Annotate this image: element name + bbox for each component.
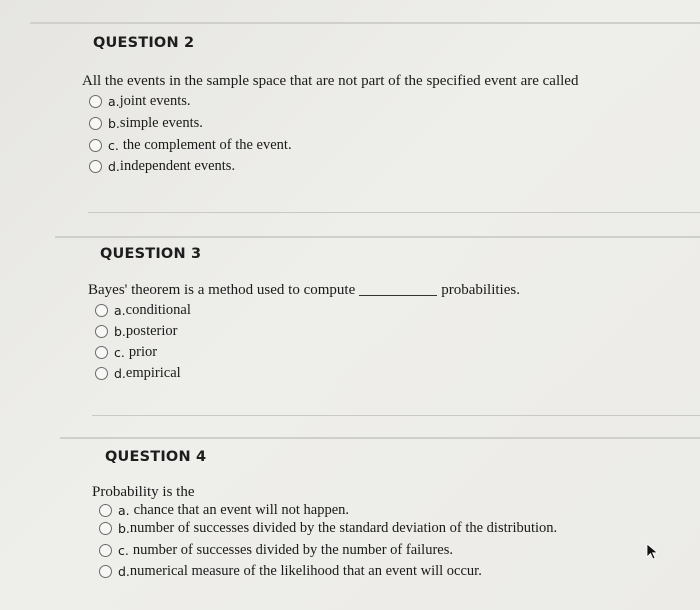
option-text: prior — [128, 344, 158, 360]
question-3-option-d[interactable] — [95, 365, 181, 382]
option-text: posterior — [125, 323, 178, 339]
radio-button-icon[interactable] — [95, 346, 108, 359]
radio-button-icon[interactable] — [99, 544, 112, 557]
option-letter: c. — [118, 543, 129, 558]
option-text: the complement of the event. — [122, 137, 292, 153]
option-letter: d. — [108, 159, 120, 174]
question-3-option-b[interactable] — [95, 323, 177, 340]
divider-top — [30, 22, 700, 24]
question-4-option-a[interactable] — [99, 502, 349, 519]
question-2-option-b[interactable] — [89, 115, 203, 132]
option-text: simple events. — [119, 115, 203, 131]
question-3-option-a[interactable] — [95, 302, 191, 319]
option-text: chance that an event will not happen. — [133, 502, 350, 518]
prompt-text: probabilities. — [441, 282, 520, 298]
radio-button-icon[interactable] — [89, 95, 102, 108]
option-text: empirical — [125, 365, 181, 381]
question-4-option-b[interactable] — [99, 520, 557, 537]
radio-button-icon[interactable] — [99, 522, 112, 535]
divider — [88, 212, 700, 213]
radio-button-icon[interactable] — [89, 160, 102, 173]
option-text: conditional — [125, 302, 191, 318]
fill-in-blank — [359, 295, 437, 296]
divider — [60, 437, 700, 439]
option-letter: b. — [108, 116, 120, 131]
option-letter: c. — [108, 138, 119, 153]
question-2-option-a[interactable] — [89, 93, 191, 110]
option-text: joint events. — [119, 93, 191, 109]
question-4-option-d[interactable] — [99, 563, 482, 580]
option-letter: b. — [114, 324, 126, 339]
option-text: numerical measure of the likelihood that an event will occur. — [129, 563, 482, 579]
question-3-option-c[interactable] — [95, 344, 157, 361]
question-4-option-c[interactable] — [99, 542, 453, 559]
question-3-title: QUESTION 3 — [100, 246, 202, 262]
radio-button-icon[interactable] — [95, 325, 108, 338]
question-2-title: QUESTION 2 — [93, 35, 195, 51]
prompt-text: Bayes' theorem is a method used to compute — [88, 282, 356, 298]
option-text: independent events. — [119, 158, 236, 174]
question-4-prompt: Probability is the — [92, 484, 195, 500]
option-letter: d. — [118, 564, 130, 579]
radio-button-icon[interactable] — [99, 504, 112, 517]
option-letter: a. — [118, 503, 130, 518]
divider — [92, 415, 700, 416]
option-letter: b. — [118, 521, 130, 536]
question-3-prompt — [88, 282, 520, 299]
question-2-option-c[interactable] — [89, 137, 292, 154]
option-letter: a. — [114, 303, 126, 318]
divider — [55, 236, 700, 238]
mouse-pointer-icon — [646, 543, 660, 561]
option-letter: c. — [114, 345, 125, 360]
option-text: number of successes divided by the standard deviation of the distribution. — [129, 520, 558, 536]
radio-button-icon[interactable] — [99, 565, 112, 578]
option-text: number of successes divided by the number of failures. — [132, 542, 453, 558]
question-2-option-d[interactable] — [89, 158, 235, 175]
question-2-prompt: All the events in the sample space that are not part of the specified event are called — [82, 73, 579, 89]
radio-button-icon[interactable] — [95, 304, 108, 317]
option-letter: d. — [114, 366, 126, 381]
radio-button-icon[interactable] — [95, 367, 108, 380]
option-letter: a. — [108, 94, 120, 109]
radio-button-icon[interactable] — [89, 117, 102, 130]
question-4-title: QUESTION 4 — [105, 449, 207, 465]
radio-button-icon[interactable] — [89, 139, 102, 152]
